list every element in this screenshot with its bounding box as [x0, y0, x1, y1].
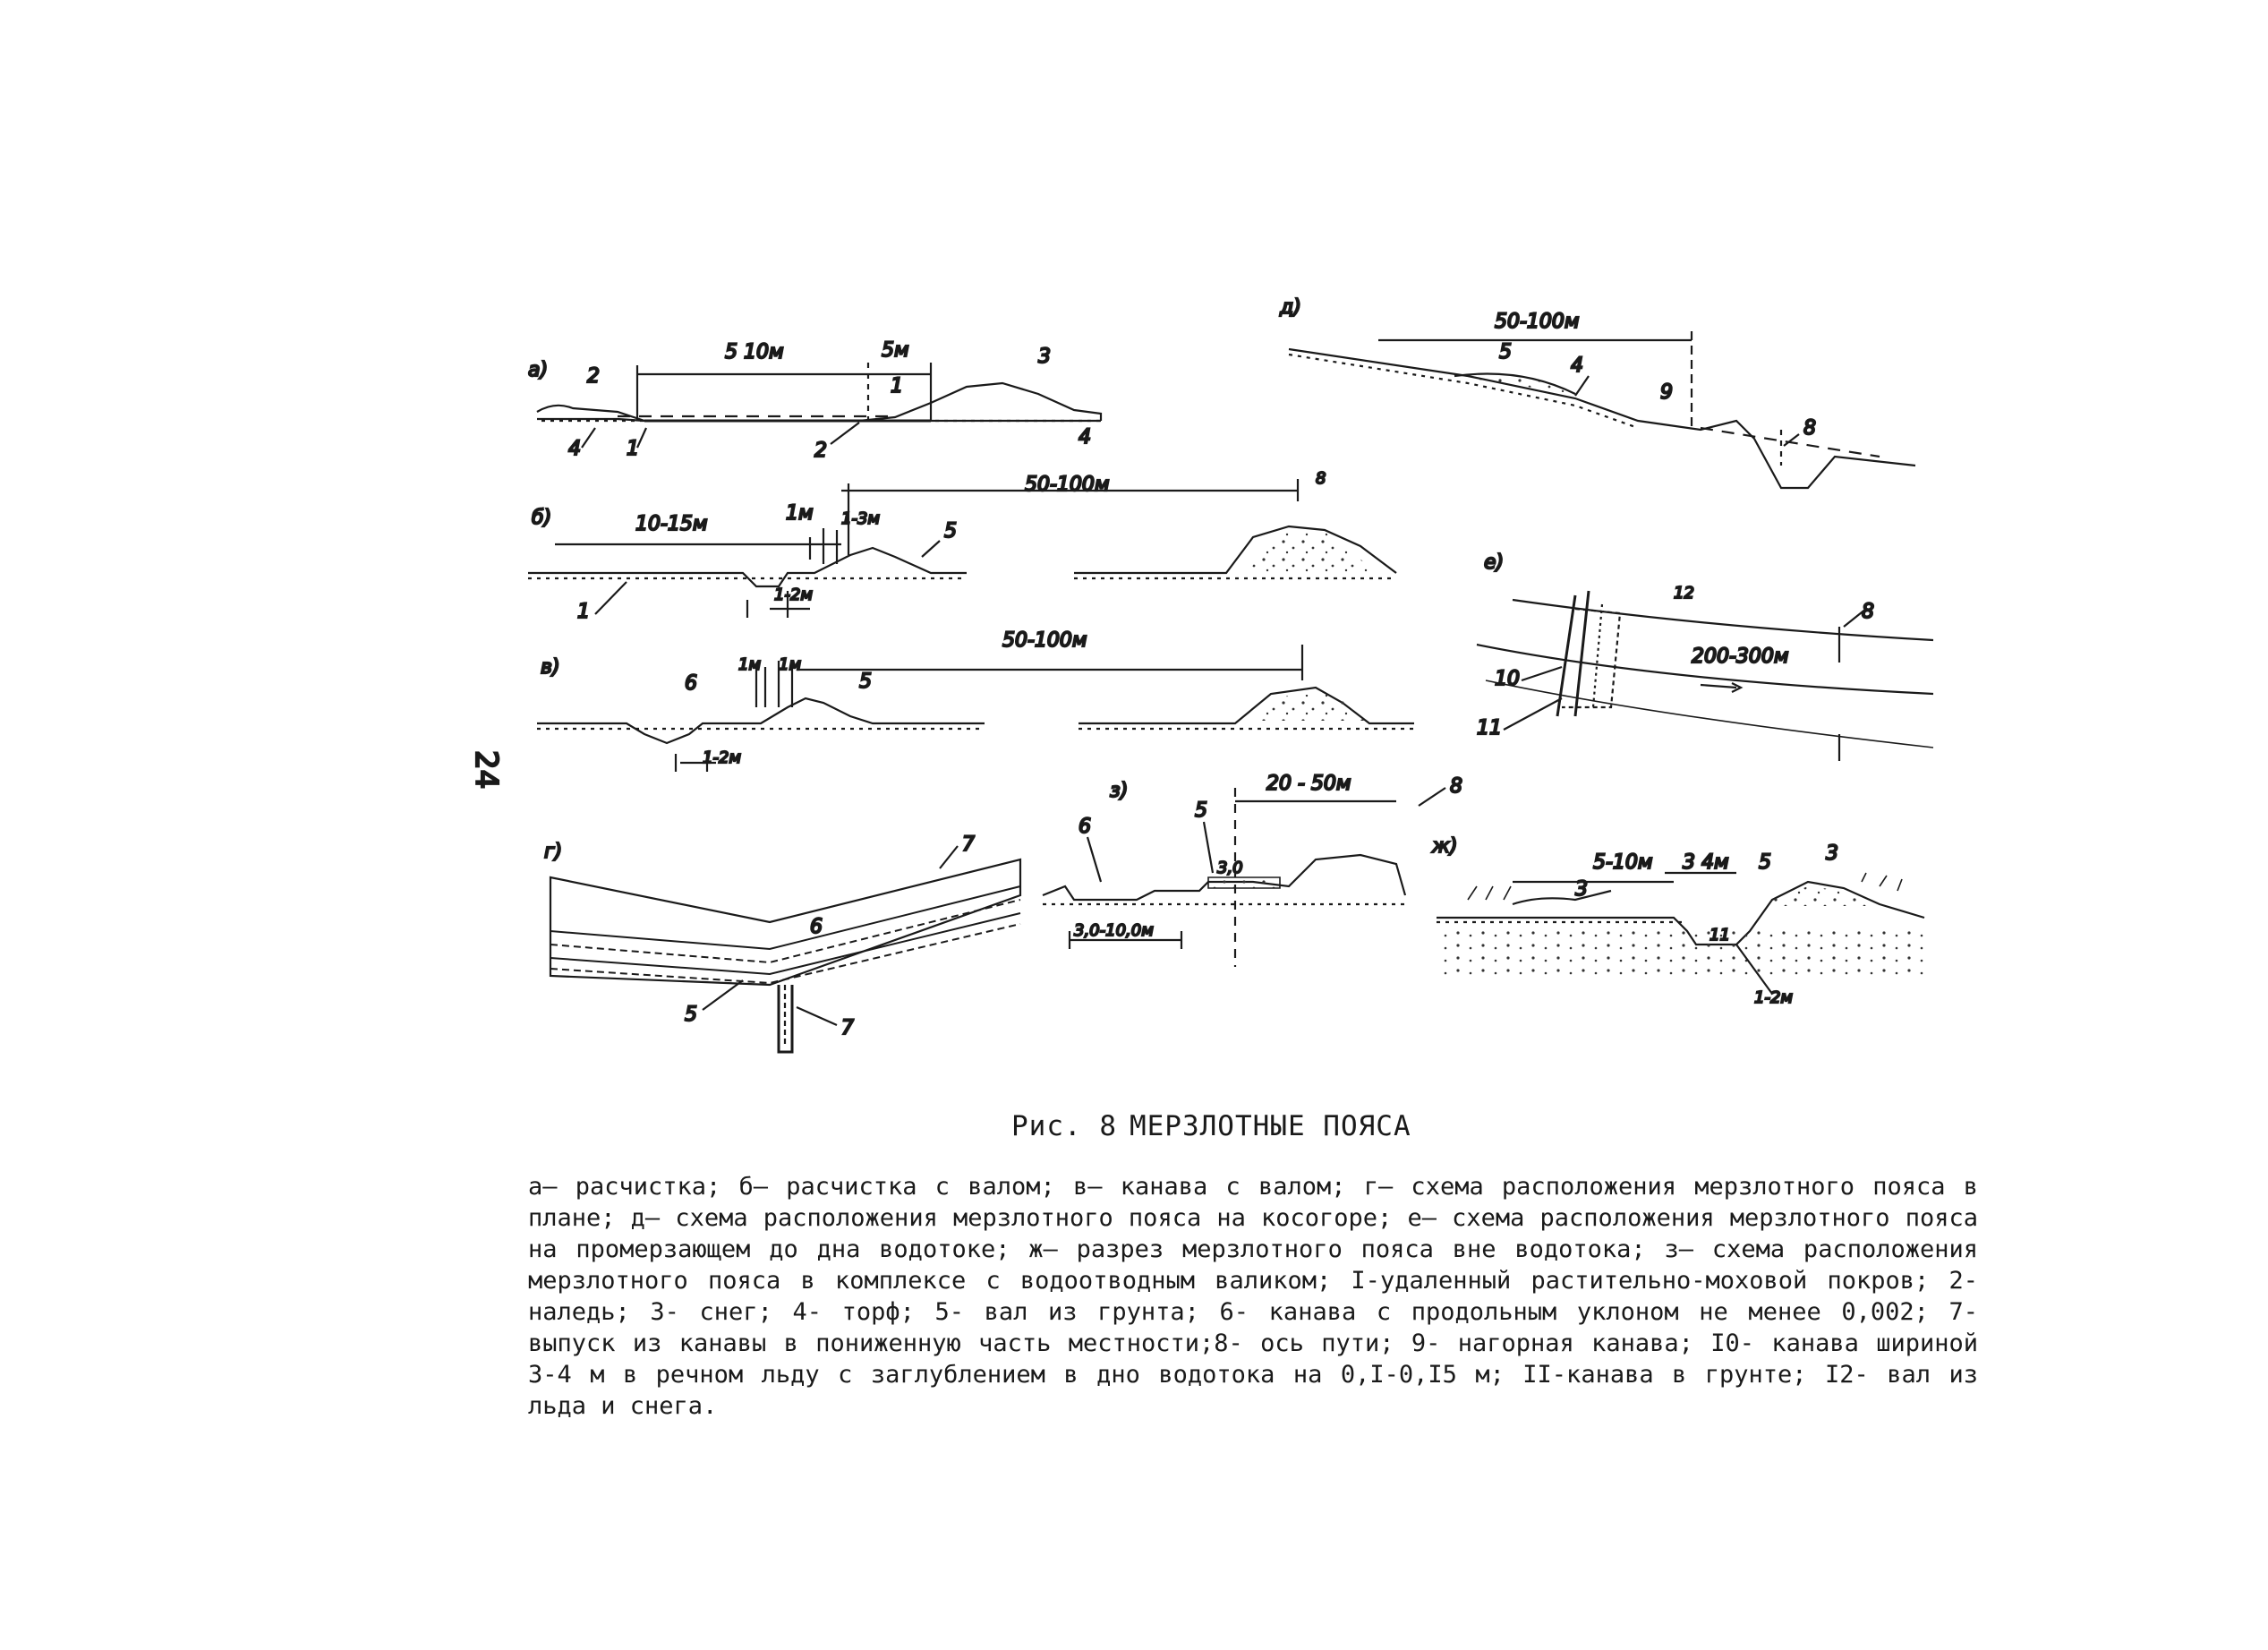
- panel-a-label-1a: 1: [891, 375, 903, 398]
- panel-d: [1279, 296, 1915, 488]
- panel-z-dim-bottom: 3,0-10,0м: [1074, 921, 1154, 940]
- panel-z-letter: з): [1110, 780, 1129, 802]
- panel-zh-letter: ж): [1432, 835, 1458, 858]
- panel-zh-dim-a: 5-10м: [1593, 851, 1653, 874]
- panel-b-label-8: 8: [1316, 469, 1326, 488]
- panel-z-label-8: 8: [1450, 775, 1462, 798]
- page-number: 24: [468, 750, 504, 790]
- panel-a-label-1b: 1: [627, 438, 639, 460]
- figure-title-text: МЕРЗЛОТНЫЕ ПОЯСА: [1129, 1110, 1411, 1142]
- panel-d-dim-top: 50-100м: [1495, 311, 1580, 333]
- panel-e-label-11: 11: [1477, 717, 1502, 740]
- panel-v-dim-right: 50-100м: [1002, 629, 1087, 652]
- panel-zh-dim-depth: 1-2м: [1754, 988, 1793, 1007]
- panel-a-dim-main: 5 10м: [725, 341, 784, 363]
- panel-v-dim-1-2m: 1-2м: [703, 748, 741, 767]
- panel-z-dim-top: 20 - 50м: [1266, 773, 1351, 795]
- panel-d-label-8: 8: [1803, 417, 1816, 440]
- figure-caption: а– расчистка; б– расчистка с валом; в– канава с валом; г– схема расположения мерзлотного пояса в плане; д– схема расположения мерзлотного пояса на косогоре; е– схема расположения мерзлотного пояса на промерзающем до дна водотоке; ж– разрез мерзлотного пояса вне водотока; з– схема расположения мерзлотного пояса в комплексе с водоотводным валиком; I-удаленный растительно-моховой покров; 2- наледь; 3- снег; 4- торф; 5- вал из грунта; 6- канава с продольным уклоном не менее 0,002; 7- выпуск из канавы в пониженную часть местности;8- ось пути; 9- нагорная канава; I0- канава шириной 3-4 м в речном льду с заглублением в дно водотока на 0,I-0,I5 м; II-канава в грунте; I2- вал из льда и снега.: [528, 1173, 1978, 1420]
- panel-b: [528, 469, 1396, 623]
- panel-v: [537, 629, 1414, 772]
- panel-b-dim-1m: 1м: [786, 502, 814, 525]
- panel-d-label-9: 9: [1660, 381, 1673, 404]
- panel-z-label-5: 5: [1195, 799, 1207, 822]
- panel-b-label-1: 1: [577, 601, 590, 623]
- panel-b-dim-1-2m: 1-2м: [774, 586, 813, 604]
- panel-b-dim-left: 10-15м: [635, 513, 708, 535]
- panel-b-label-5: 5: [944, 520, 957, 543]
- panel-v-dim-1m-a: 1м: [738, 655, 762, 674]
- panel-a-label-4a: 4: [568, 438, 581, 460]
- panel-e-label-8: 8: [1862, 601, 1874, 623]
- panel-a-label-4b: 4: [1079, 426, 1091, 449]
- panel-d-label-4: 4: [1571, 355, 1583, 377]
- panel-z-dim-val: 3,0: [1217, 859, 1243, 877]
- panel-a-label-3: 3: [1038, 346, 1051, 368]
- panel-zh-label-5: 5: [1759, 851, 1771, 874]
- panel-b-dim-right: 50-100м: [1025, 474, 1110, 496]
- figure-label: Рис. 8: [1011, 1110, 1117, 1142]
- panel-z-label-6: 6: [1079, 816, 1091, 838]
- panel-a-label-2b: 2: [814, 440, 827, 462]
- panel-g-label-5: 5: [685, 1004, 697, 1026]
- panel-g-letter: г): [544, 841, 563, 863]
- panel-v-label-5: 5: [859, 671, 872, 693]
- panel-a-label-2a: 2: [587, 365, 600, 388]
- panel-v-letter: в): [541, 656, 560, 679]
- panel-e: [1477, 551, 1933, 761]
- panel-d-label-5: 5: [1499, 341, 1512, 363]
- panel-b-dim-1-3m: 1-3м: [841, 509, 880, 528]
- panel-v-label-6: 6: [685, 672, 697, 695]
- panel-g-label-7b: 7: [841, 1017, 854, 1039]
- panel-e-label-12: 12: [1674, 584, 1694, 603]
- panel-a-letter: а): [528, 359, 549, 381]
- panel-e-label-10: 10: [1495, 668, 1520, 690]
- panel-v-dim-1m-b: 1м: [779, 655, 802, 674]
- figure-title: [1011, 1110, 1424, 1142]
- panel-zh-dim-b: 3 4м: [1683, 851, 1729, 874]
- panel-a: [528, 339, 1101, 462]
- panel-z: [1043, 773, 1462, 967]
- panel-a-dim-side: 5м: [882, 339, 909, 362]
- panel-e-dim-river: 200-300м: [1692, 645, 1789, 668]
- panel-zh-label-3b: 3: [1826, 842, 1838, 865]
- panel-zh-label-3a: 3: [1575, 878, 1588, 901]
- panel-g-label-7a: 7: [962, 834, 975, 856]
- panel-b-letter: б): [532, 507, 552, 529]
- panel-g-label-6: 6: [810, 916, 823, 938]
- panel-zh-label-11: 11: [1710, 926, 1730, 945]
- panel-zh: [1431, 835, 1924, 1007]
- panel-e-letter: е): [1484, 551, 1505, 574]
- panel-g: [544, 834, 1020, 1052]
- panel-d-letter: д): [1280, 296, 1301, 319]
